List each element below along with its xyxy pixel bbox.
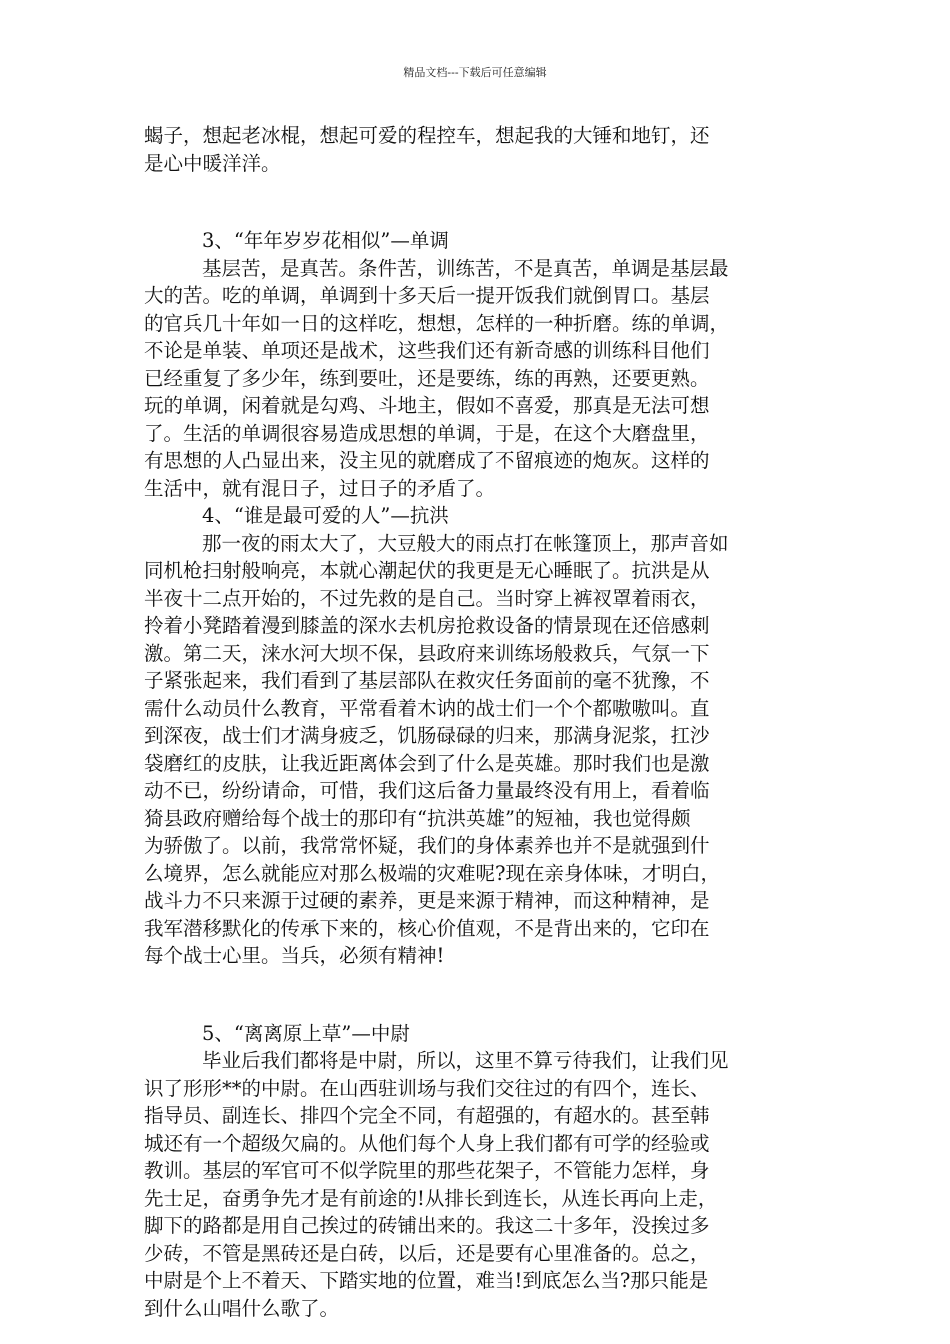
text-line: 拎着小凳踏着漫到膝盖的深水去机房抢救设备的情景现在还倍感刺: [144, 614, 710, 637]
section-3: [144, 227, 808, 502]
text-line: 识了形形**的中尉。在山西驻训场与我们交往过的有四个，连长、: [144, 1076, 710, 1100]
document-body: [144, 122, 808, 1322]
section-4: [144, 502, 808, 970]
text-line: 袋磨红的皮肤，让我近距离体会到了什么是英雄。那时我们也是激: [144, 751, 710, 775]
section-heading: 3、“年年岁岁花相似”—单调: [202, 229, 449, 252]
text-line: 生活中，就有混日子，过日子的矛盾了。: [144, 476, 496, 500]
section-5: [144, 1020, 808, 1323]
text-line: 中尉是个上不着天、下踏实地的位置，难当!到底怎么当?那只能是: [144, 1269, 709, 1292]
text-line: 么境界，怎么就能应对那么极端的灾难呢?现在亲身体味，才明白，: [144, 861, 720, 885]
text-line: 每个战士心里。当兵，必须有精神!: [144, 944, 445, 967]
text-line: 已经重复了多少年，练到要吐，还是要练，练的再熟，还要更熟。: [144, 366, 710, 390]
text-line: 大的苦。吃的单调，单调到十多天后一提开饭我们就倒胃口。基层: [144, 284, 710, 307]
text-line: 城还有一个超级欠扁的。从他们每个人身上我们都有可学的经验或: [144, 1131, 710, 1155]
text-line: 为骄傲了。以前，我常常怀疑，我们的身体素养也并不是就强到什: [144, 834, 710, 857]
text-line: 的官兵几十年如一日的这样吃，想想，怎样的一种折磨。练的单调，: [144, 311, 730, 335]
text-line: 指导员、副连长、排四个完全不同，有超强的，有超水的。甚至韩: [144, 1104, 710, 1127]
text-line: 了。生活的单调很容易造成思想的单调，于是，在这个大磨盘里，: [144, 421, 710, 445]
text-line: 需什么动员什么教育，平常看着木讷的战士们一个个都嗷嗷叫。直: [144, 696, 710, 720]
text-line: 那一夜的雨太大了，大豆般大的雨点打在帐篷顶上，那声音如: [202, 531, 729, 555]
text-line: 激。第二天，涞水河大坝不保，县政府来训练场般救兵，气氛一下: [144, 641, 710, 665]
text-line: 我军潜移默化的传承下来的，核心价值观，不是背出来的，它印在: [144, 916, 710, 940]
text-line: 战斗力不只来源于过硬的素养，更是来源于精神，而这种精神，是: [144, 889, 710, 912]
intro-paragraph: [144, 122, 808, 177]
text-line: 脚下的路都是用自己挨过的砖铺出来的。我这二十多年，没挨过多: [144, 1214, 710, 1237]
text-line: 到深夜，战士们才满身疲乏，饥肠碌碌的归来，那满身泥浆，扛沙: [144, 724, 710, 747]
text-line: 子紧张起来，我们看到了基层部队在救灾任务面前的毫不犹豫，不: [144, 669, 710, 692]
text-line: 是心中暖洋洋。: [144, 151, 281, 175]
text-line: 蝎子，想起老冰棍，想起可爱的程控车，想起我的大锤和地钉，还: [144, 124, 710, 147]
text-line: 毕业后我们都将是中尉，所以，这里不算亏待我们，让我们见: [202, 1049, 729, 1072]
text-line: 不论是单装、单项还是战术，这些我们还有新奇感的训练科目他们: [144, 339, 710, 362]
text-line: 半夜十二点开始的，不过先救的是自己。当时穿上裤衩罩着雨衣，: [144, 586, 710, 610]
text-line: 猗县政府赠给每个战士的那印有“抗洪英雄”的短袖，我也觉得颇: [144, 806, 691, 830]
text-line: 先士足，奋勇争先才是有前途的!从排长到连长，从连长再向上走，: [144, 1186, 718, 1210]
text-line: 有思想的人凸显出来，没主见的就磨成了不留痕迹的炮灰。这样的: [144, 449, 710, 472]
page-header: 精品文档---下载后可任意编辑: [403, 66, 547, 79]
text-line: 到什么山唱什么歌了。: [144, 1296, 340, 1320]
text-line: 教训。基层的军官可不似学院里的那些花架子，不管能力怎样，身: [144, 1159, 710, 1182]
section-heading: 5、“离离原上草”—中尉: [202, 1021, 410, 1045]
text-line: 玩的单调，闲着就是勾鸡、斗地主，假如不喜爱，那真是无法可想: [144, 394, 710, 417]
text-line: 动不已，纷纷请命，可惜，我们这后备力量最终没有用上，看着临: [144, 779, 710, 802]
text-line: 基层苦，是真苦。条件苦，训练苦，不是真苦，单调是基层最: [202, 256, 729, 280]
text-line: 同机枪扫射般响亮，本就心潮起伏的我更是无心睡眠了。抗洪是从: [144, 559, 710, 582]
text-line: 少砖，不管是黑砖还是白砖，以后，还是要有心里准备的。总之，: [144, 1241, 710, 1265]
section-heading: 4、“谁是最可爱的人”—抗洪: [202, 504, 449, 527]
